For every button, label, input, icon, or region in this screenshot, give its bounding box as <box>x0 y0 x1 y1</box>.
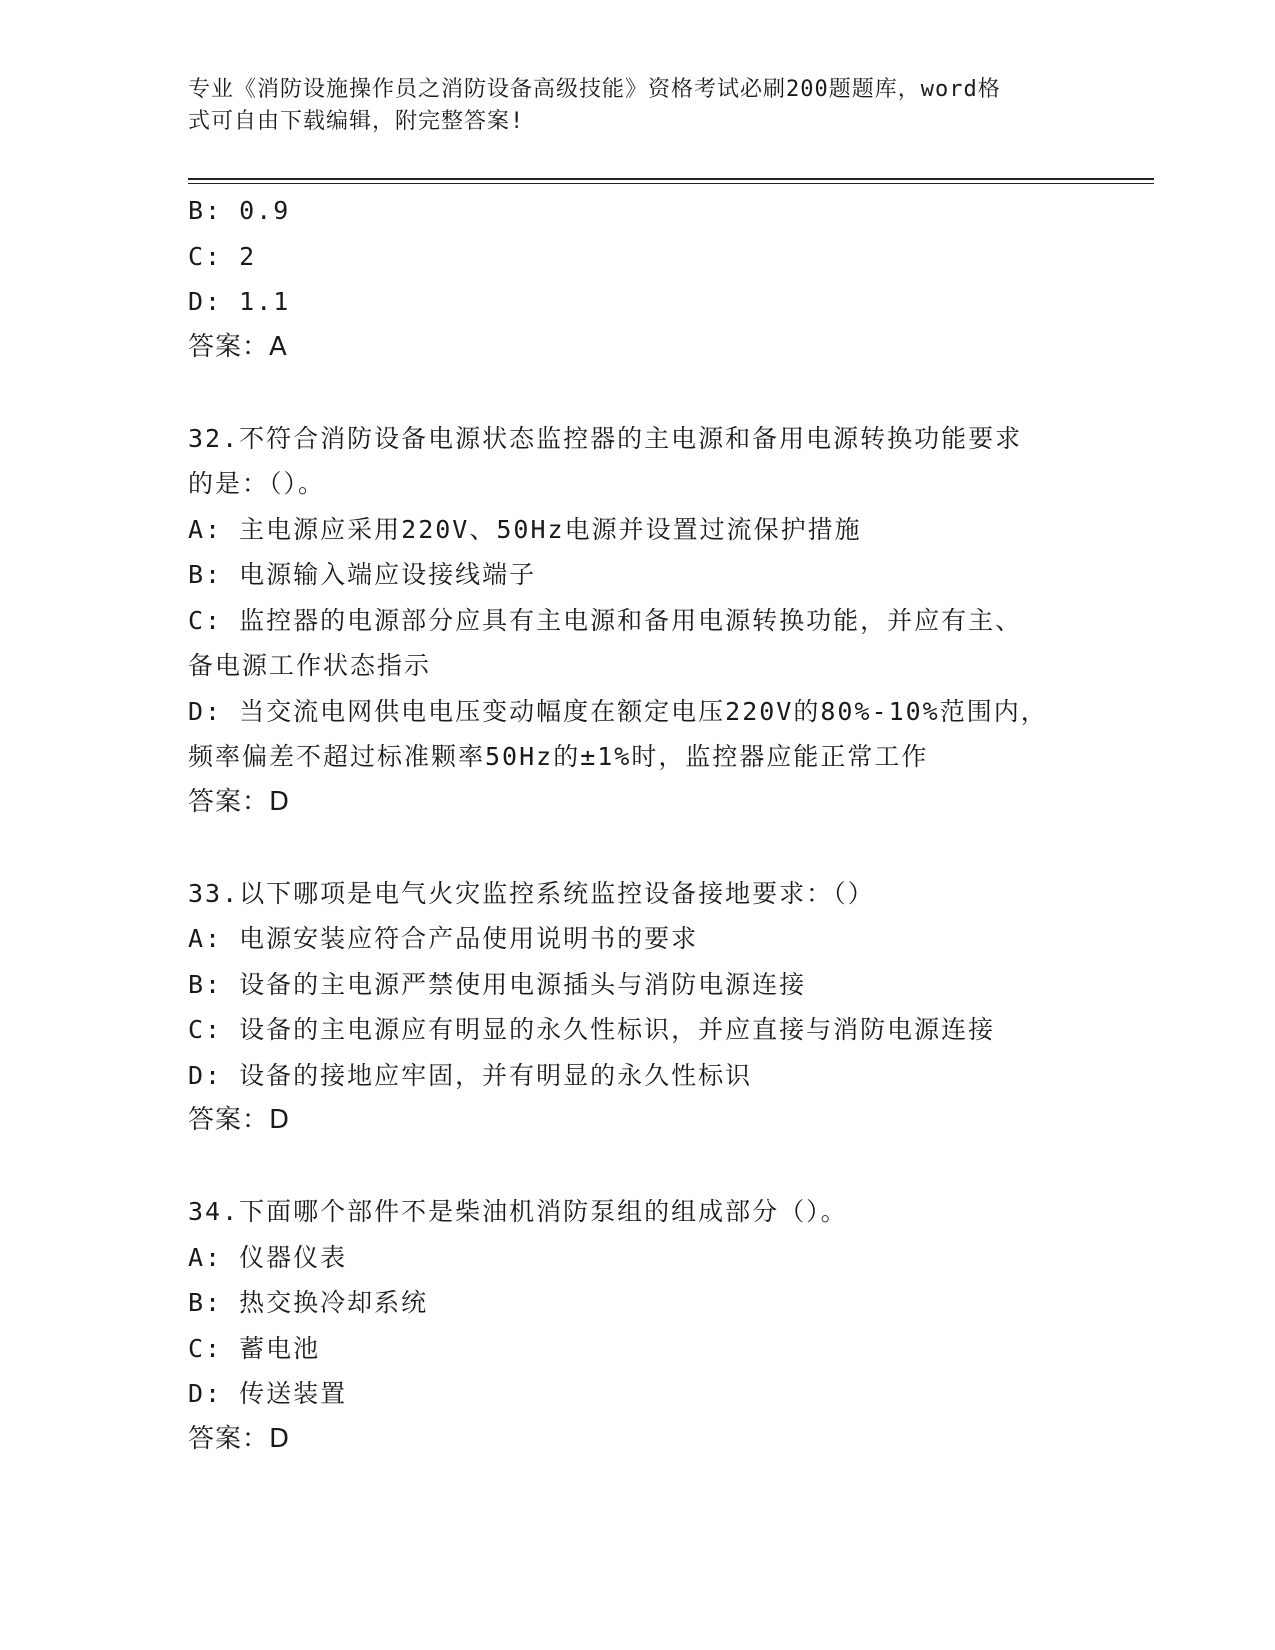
option-b: B: 电源输入端应设接线端子 <box>188 560 537 589</box>
page-header <box>188 74 1068 138</box>
option-c: C: 蓄电池 <box>188 1333 321 1363</box>
question-stem: 34.下面哪个部件不是柴油机消防泵组的组成部分（）。 <box>188 1197 848 1226</box>
option-d: D: 传送装置 <box>188 1379 348 1408</box>
answer-line: 答案：D <box>188 1423 291 1454</box>
answer-line: 答案：D <box>188 1105 291 1135</box>
option-b: B: 设备的主电源严禁使用电源插头与消防电源连接 <box>188 969 807 999</box>
option-a: A: 主电源应采用220V、50Hz电源并设置过流保护措施 <box>188 514 862 544</box>
option-b: B: 0.9 <box>188 196 291 225</box>
option-c: C: 2 <box>188 241 257 271</box>
option-d: D: 设备的接地应牢固，并有明显的永久性标识 <box>188 1060 753 1090</box>
option-d: D: 1.1 <box>188 287 291 316</box>
question-stem: 的是：（）。 <box>188 469 326 498</box>
header-line: 专业《消防设施操作员之消防设备高级技能》资格考试必刷200题题库，word格 <box>188 77 1001 102</box>
option-b: B: 热交换冷却系统 <box>188 1288 429 1317</box>
answer-line: 答案：A <box>188 331 288 362</box>
header-divider <box>188 178 1154 180</box>
option-a: A: 仪器仪表 <box>188 1242 348 1272</box>
option-d-continued: 频率偏差不超过标准颗率50Hz的±1%时，监控器应能正常工作 <box>188 742 929 771</box>
question-stem: 32.不符合消防设备电源状态监控器的主电源和备用电源转换功能要求 <box>188 423 1023 453</box>
option-d: D: 当交流电网供电电压变动幅度在额定电压220V的80%-10%范围内， <box>188 696 1048 726</box>
header-divider <box>188 183 1154 184</box>
option-c: C: 设备的主电源应有明显的永久性标识，并应直接与消防电源连接 <box>188 1015 996 1044</box>
question-content <box>188 188 1088 1462</box>
answer-line: 答案：D <box>188 786 291 817</box>
question-stem: 33.以下哪项是电气火灾监控系统监控设备接地要求：（） <box>188 878 875 908</box>
option-a: A: 电源安装应符合产品使用说明书的要求 <box>188 924 699 953</box>
header-line: 式可自由下载编辑，附完整答案! <box>188 109 525 134</box>
option-c: C: 监控器的电源部分应具有主电源和备用电源转换功能，并应有主、 <box>188 605 1023 635</box>
option-c-continued: 备电源工作状态指示 <box>188 651 432 680</box>
